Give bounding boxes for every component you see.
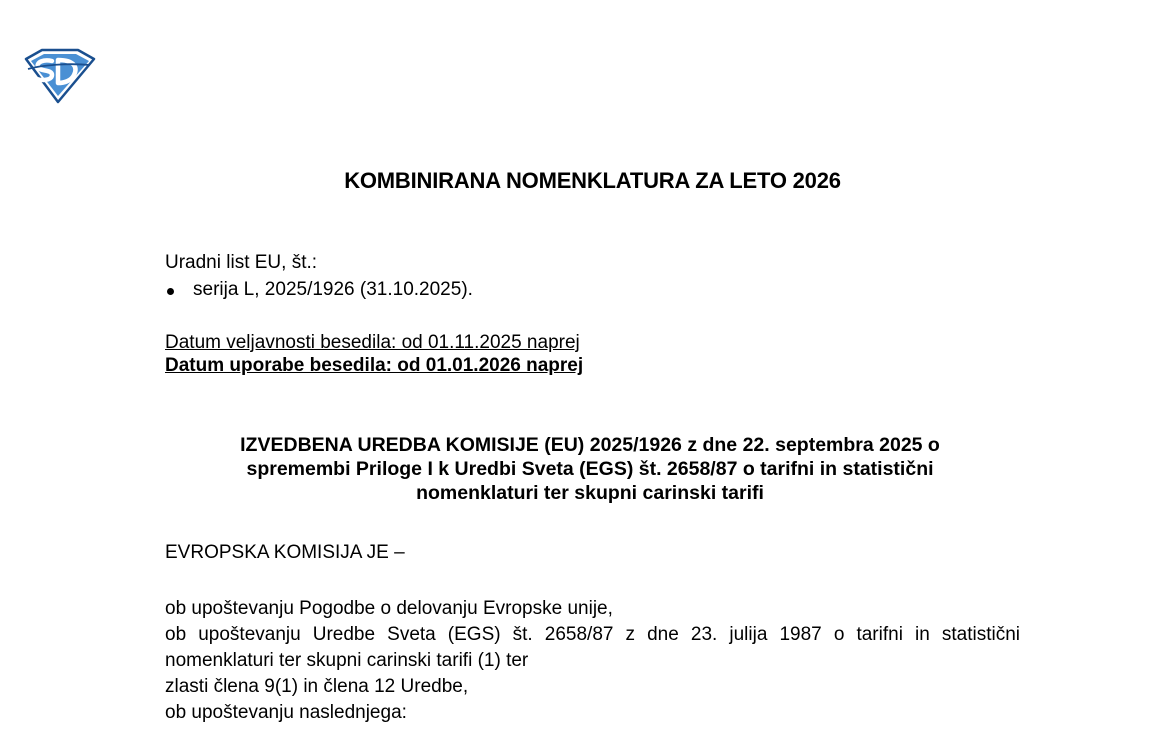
document-title: KOMBINIRANA NOMENKLATURA ZA LETO 2026 [344, 168, 841, 193]
list-item [165, 279, 473, 301]
application-date: Datum uporabe besedila: od 01.01.2026 naprej [165, 355, 584, 376]
series-reference: serija L, 2025/1926 (31.10.2025). [193, 279, 473, 300]
regulation-title-line: IZVEDBENA UREDBA KOMISIJE (EU) 2025/1926 z dne 22. septembra 2025 o [240, 434, 940, 456]
preamble-paragraph: zlasti člena 9(1) in člena 12 Uredbe, [165, 676, 469, 697]
preamble-paragraph: ob upoštevanju naslednjega: [165, 702, 407, 723]
validity-date: Datum veljavnosti besedila: od 01.11.2025 naprej [165, 332, 580, 353]
regulation-title-line: spremembi Priloge I k Uredbi Sveta (EGS) št. 2658/87 o tarifni in statistični [246, 458, 934, 480]
journal-label: Uradni list EU, št.: [165, 252, 318, 273]
regulation-title [160, 433, 1020, 505]
regulation-title-line: nomenklaturi ter skupni carinski tarifi [416, 482, 764, 504]
preamble-paragraph: ob upoštevanju Uredbe Sveta (EGS) št. 2658/87 z dne 23. julija 1987 o tarifni in statistični nomenklaturi ter skupni carinski tarifi (1) ter [165, 624, 1020, 671]
journal-series-list [165, 279, 473, 301]
commission-heading: EVROPSKA KOMISIJA JE – [165, 542, 405, 563]
preamble [138, 596, 1020, 726]
preamble-paragraph: ob upoštevanju Pogodbe o delovanju Evropske unije, [165, 598, 613, 619]
bullet-icon [167, 288, 174, 295]
sd-logo [22, 47, 96, 105]
